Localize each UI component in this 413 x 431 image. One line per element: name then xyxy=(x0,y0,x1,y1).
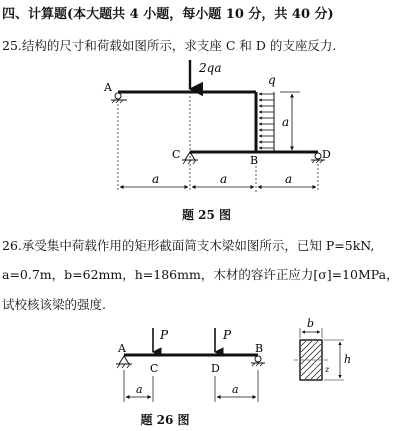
distributed-load-q xyxy=(259,92,274,152)
question-26-line-1: 26.承受集中荷载作用的矩形截面简支木梁如图所示，已知 P=5kN, xyxy=(2,238,375,253)
dim26-a2-label: a xyxy=(232,383,239,396)
node-a-label-26: A xyxy=(118,342,126,355)
figure-26-caption: 题 26 图 xyxy=(140,413,190,427)
vertical-dimension-label: a xyxy=(282,115,290,129)
load-2qa-label: 2qa xyxy=(199,61,222,75)
node-b-label: B xyxy=(250,154,259,167)
dimension-a2-label: a xyxy=(220,172,228,186)
question-25-text: 25.结构的尺寸和荷载如图所示，求支座 C 和 D 的支座反力. xyxy=(2,38,337,53)
question-26-line-2: a=0.7m，b=62mm，h=186mm，木材的容许正应力[σ]=10MPa， xyxy=(2,267,399,282)
dimension-a3-label: a xyxy=(285,172,293,186)
section-h-label: h xyxy=(344,353,352,366)
cross-section xyxy=(294,328,344,380)
section-z-label: z xyxy=(325,365,330,374)
section-b-label: b xyxy=(307,317,315,330)
node-b-label-26: B xyxy=(255,342,264,355)
figure-26 xyxy=(116,317,351,402)
node-d-label-26: D xyxy=(211,362,220,375)
figure-25 xyxy=(103,60,331,192)
dimension-a1-label: a xyxy=(152,172,160,186)
support-a-roller xyxy=(111,93,127,103)
node-a-label: A xyxy=(104,81,112,94)
load-p2-label: P xyxy=(223,328,232,342)
load-p1-label: P xyxy=(160,328,169,342)
figure-25-caption: 题 25 图 xyxy=(181,208,232,222)
node-c-label-26: C xyxy=(150,362,159,375)
support-a-pin-26 xyxy=(116,356,132,368)
dim26-a1-label: a xyxy=(136,383,143,396)
node-d-label: D xyxy=(322,148,331,161)
support-b-roller-26 xyxy=(251,356,265,366)
question-26-line-3: 试校核该梁的强度. xyxy=(2,297,106,312)
q-label: q xyxy=(268,73,276,87)
node-c-label: C xyxy=(172,148,181,161)
section-title: 四、计算题(本大题共 4 小题，每小题 10 分，共 40 分) xyxy=(2,7,334,22)
